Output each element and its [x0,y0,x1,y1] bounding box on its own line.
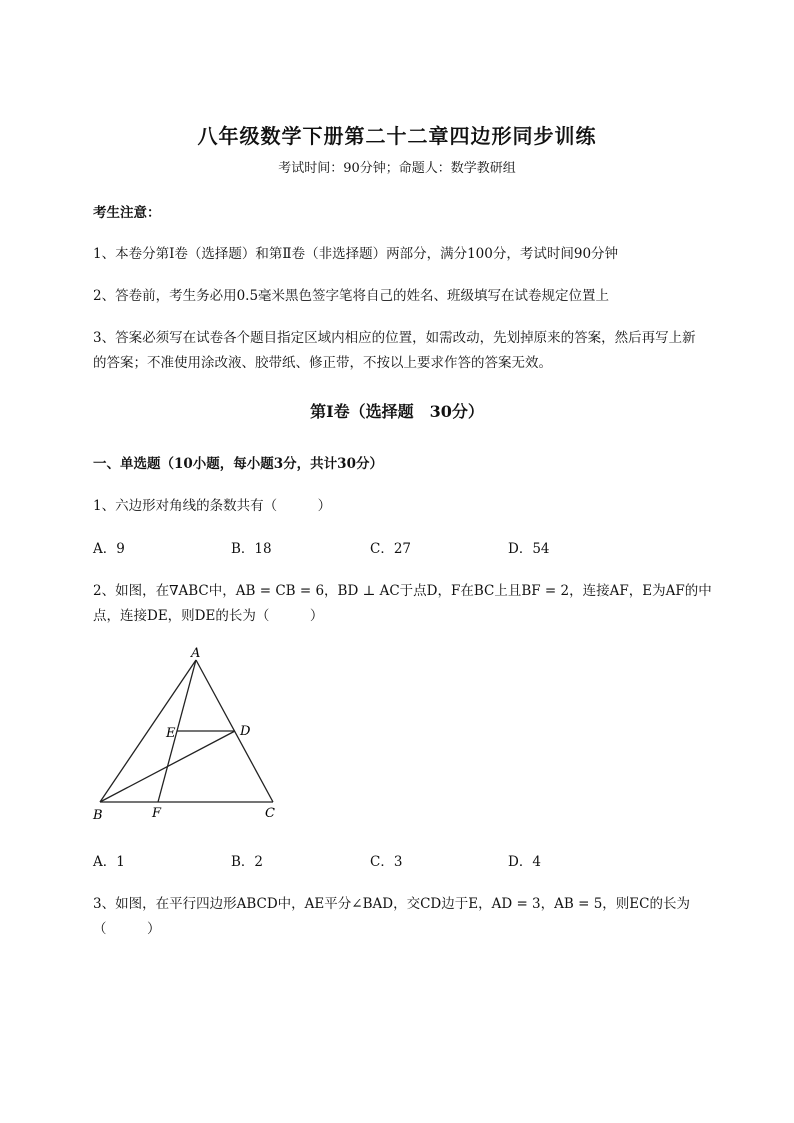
question-2-text: 2、如图，在∇ABC中，AB = CB = 6，BD ⊥ AC于点D，F在BC上且BF = 2，连接AF，E为AF的中 [93,583,712,599]
question-3-text: 3、如图，在平行四边形ABCD中，AE平分∠BAD，交CD边于E，AD = 3，AB = 5，则EC的长为 [93,896,690,912]
label-f: F [152,806,162,821]
q1-option-b: B．18 [231,541,272,557]
label-b: B [93,808,103,823]
page-title: 八年级数学下册第二十二章四边形同步训练 [197,124,597,148]
notice-heading: 考生注意： [93,205,161,221]
q1-option-c: C．27 [370,541,412,557]
exam-info: 考试时间：90分钟；命题人：数学教研组 [278,161,516,176]
question-3-text-cont: （ ） [93,921,161,937]
question-1-text: 1、六边形对角线的条数共有（ ） [93,498,332,514]
question-2-text-cont: 点，连接DE，则DE的长为（ ） [93,608,324,624]
label-e: E [166,726,176,741]
notice-item-3: 3、答案必须写在试卷各个题目指定区域内相应的位置，如需改动，先划掉原来的答案，然后再写上新 [93,330,696,346]
q2-option-d: D．4 [508,854,541,870]
label-d: D [240,724,251,739]
label-c: C [265,806,275,821]
q1-option-d: D．54 [508,541,550,557]
section-title: 第I卷（选择题 30分） [310,402,484,421]
q1-option-a: A．9 [93,541,125,557]
notice-item-1: 1、本卷分第I卷（选择题）和第Ⅱ卷（非选择题）两部分，满分100分，考试时间90分钟 [93,246,619,262]
label-a: A [191,646,201,661]
notice-item-2: 2、答卷前，考生务必用0.5毫米黑色签字笔将自己的姓名、班级填写在试卷规定位置上 [93,288,610,304]
q2-option-c: C．3 [370,854,403,870]
q2-option-b: B．2 [231,854,264,870]
triangle-figure [85,640,295,830]
q2-option-a: A．1 [93,854,125,870]
notice-item-3-cont: 的答案；不准使用涂改液、胶带纸、修正带，不按以上要求作答的答案无效。 [93,355,552,371]
part-heading: 一、单选题（10小题，每小题3分，共计30分） [93,456,383,472]
